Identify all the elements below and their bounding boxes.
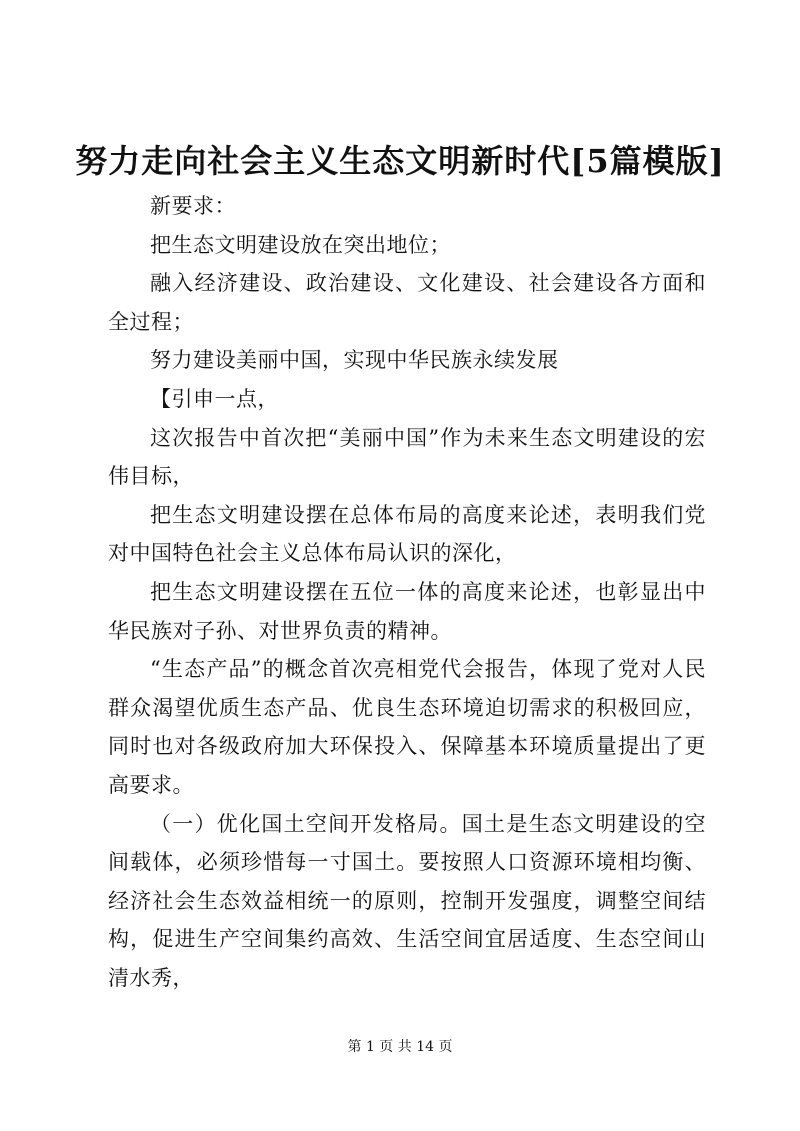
paragraph: （一）优化国土空间开发格局。国土是生态文明建设的空间载体，必须珍惜每一寸国土。要按照人口资源环境相均衡、经济社会生态效益相统一的原则，控制开发强度，调整空间结构，促进生产空间集约高效、生活空间宜居适度、生态空间山清水秀， xyxy=(108,811,706,990)
paragraph: 把生态文明建设摆在总体布局的高度来论述，表明我们党对中国特色社会主义总体布局认识的深化， xyxy=(108,502,706,566)
document-body xyxy=(108,187,706,997)
paragraph: “生态产品”的概念首次亮相党代会报告，体现了党对人民群众渴望优质生态产品、优良生态环境迫切需求的积极回应，同时也对各级政府加大环保投入、保障基本环境质量提出了更高要求。 xyxy=(108,657,706,797)
paragraph: 新要求： xyxy=(150,194,236,218)
page-number-footer: 第 1 页 共 14 页 xyxy=(347,1039,453,1055)
document-title: 努力走向社会主义生态文明新时代[5篇模版] xyxy=(75,142,725,180)
paragraph: 这次报告中首次把“美丽中国”作为未来生态文明建设的宏伟目标， xyxy=(108,425,706,489)
paragraph: 融入经济建设、政治建设、文化建设、社会建设各方面和全过程； xyxy=(108,271,706,334)
paragraph: 努力建设美丽中国，实现中华民族永续发展 xyxy=(150,348,559,373)
paragraph: 把生态文明建设摆在五位一体的高度来论述，也彰显出中华民族对子孙、对世界负责的精神。 xyxy=(108,579,706,643)
paragraph: 把生态文明建设放在突出地位； xyxy=(150,232,451,257)
paragraph: 【引申一点， xyxy=(150,386,279,411)
